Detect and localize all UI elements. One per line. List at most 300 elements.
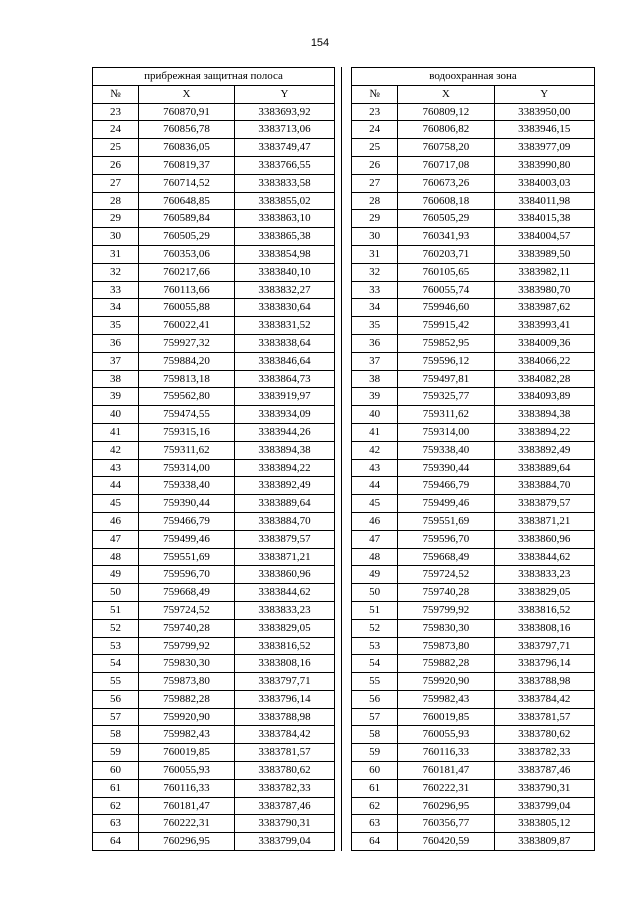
cell-x: 759311,62 bbox=[139, 441, 235, 459]
cell-y: 3383797,71 bbox=[235, 673, 335, 691]
cell-number: 32 bbox=[352, 263, 398, 281]
cell-y: 3383879,57 bbox=[235, 530, 335, 548]
cell-number: 31 bbox=[352, 245, 398, 263]
cell-number: 39 bbox=[352, 388, 398, 406]
cell-x: 760181,47 bbox=[139, 797, 235, 815]
cell-number: 62 bbox=[352, 797, 398, 815]
cell-y: 3383829,05 bbox=[494, 584, 594, 602]
cell-y: 3383788,98 bbox=[494, 673, 594, 691]
cell-x: 759325,77 bbox=[398, 388, 494, 406]
cell-number: 53 bbox=[352, 637, 398, 655]
cell-number: 41 bbox=[93, 423, 139, 441]
cell-number: 28 bbox=[352, 192, 398, 210]
cell-number: 59 bbox=[352, 744, 398, 762]
cell-y: 3383787,46 bbox=[494, 762, 594, 780]
table-row bbox=[93, 459, 335, 477]
table-row bbox=[352, 334, 595, 352]
cell-x: 760714,52 bbox=[139, 174, 235, 192]
cell-x: 760055,93 bbox=[398, 726, 494, 744]
table-row bbox=[352, 779, 595, 797]
table-row bbox=[93, 317, 335, 335]
table-row bbox=[352, 281, 595, 299]
cell-number: 45 bbox=[93, 495, 139, 513]
cell-y: 3383879,57 bbox=[494, 495, 594, 513]
cell-y: 3383816,52 bbox=[235, 637, 335, 655]
cell-y: 3383832,27 bbox=[235, 281, 335, 299]
cell-y: 3383799,04 bbox=[494, 797, 594, 815]
cell-x: 759915,42 bbox=[398, 317, 494, 335]
table-row bbox=[352, 459, 595, 477]
table-row bbox=[352, 637, 595, 655]
cell-x: 760113,66 bbox=[139, 281, 235, 299]
cell-y: 3383780,62 bbox=[494, 726, 594, 744]
table-row bbox=[93, 441, 335, 459]
cell-number: 45 bbox=[352, 495, 398, 513]
cell-x: 759882,28 bbox=[139, 690, 235, 708]
cell-y: 3383830,64 bbox=[235, 299, 335, 317]
table-row bbox=[352, 228, 595, 246]
cell-x: 759830,30 bbox=[398, 619, 494, 637]
cell-x: 760296,95 bbox=[139, 833, 235, 851]
cell-number: 30 bbox=[352, 228, 398, 246]
cell-y: 3383782,33 bbox=[494, 744, 594, 762]
cell-y: 3383781,57 bbox=[494, 708, 594, 726]
cell-y: 3383894,22 bbox=[494, 423, 594, 441]
table-row bbox=[352, 619, 595, 637]
cell-number: 58 bbox=[93, 726, 139, 744]
cell-x: 759882,28 bbox=[398, 655, 494, 673]
cell-y: 3383799,04 bbox=[235, 833, 335, 851]
cell-x: 760505,29 bbox=[139, 228, 235, 246]
cell-y: 3383993,41 bbox=[494, 317, 594, 335]
cell-x: 760055,93 bbox=[139, 762, 235, 780]
table-row bbox=[93, 121, 335, 139]
cell-y: 3383713,06 bbox=[235, 121, 335, 139]
cell-x: 760341,93 bbox=[398, 228, 494, 246]
cell-x: 759799,92 bbox=[398, 601, 494, 619]
cell-number: 55 bbox=[352, 673, 398, 691]
cell-number: 28 bbox=[93, 192, 139, 210]
cell-number: 61 bbox=[352, 779, 398, 797]
cell-x: 759474,55 bbox=[139, 406, 235, 424]
cell-x: 759740,28 bbox=[398, 584, 494, 602]
cell-number: 50 bbox=[352, 584, 398, 602]
cell-x: 760222,31 bbox=[398, 779, 494, 797]
cell-number: 51 bbox=[93, 601, 139, 619]
cell-number: 57 bbox=[352, 708, 398, 726]
cell-number: 56 bbox=[352, 690, 398, 708]
column-header-x: X bbox=[139, 85, 235, 103]
cell-number: 27 bbox=[352, 174, 398, 192]
table-row bbox=[352, 566, 595, 584]
cell-y: 3383860,96 bbox=[494, 530, 594, 548]
cell-y: 3383844,62 bbox=[494, 548, 594, 566]
cell-number: 36 bbox=[352, 334, 398, 352]
cell-number: 33 bbox=[352, 281, 398, 299]
cell-y: 3383809,87 bbox=[494, 833, 594, 851]
cell-x: 760648,85 bbox=[139, 192, 235, 210]
table-row bbox=[93, 281, 335, 299]
cell-x: 760856,78 bbox=[139, 121, 235, 139]
cell-number: 48 bbox=[352, 548, 398, 566]
cell-y: 3383808,16 bbox=[235, 655, 335, 673]
cell-y: 3383790,31 bbox=[235, 815, 335, 833]
cell-x: 760022,41 bbox=[139, 317, 235, 335]
cell-x: 759813,18 bbox=[139, 370, 235, 388]
cell-x: 759920,90 bbox=[139, 708, 235, 726]
table-row bbox=[352, 317, 595, 335]
cell-y: 3383784,42 bbox=[494, 690, 594, 708]
table-row bbox=[93, 512, 335, 530]
cell-number: 39 bbox=[93, 388, 139, 406]
cell-number: 25 bbox=[93, 139, 139, 157]
table-row bbox=[93, 833, 335, 851]
cell-y: 3383977,09 bbox=[494, 139, 594, 157]
table-row bbox=[93, 139, 335, 157]
table-row bbox=[352, 299, 595, 317]
table-row bbox=[93, 370, 335, 388]
cell-y: 3383871,21 bbox=[494, 512, 594, 530]
cell-number: 36 bbox=[93, 334, 139, 352]
cell-y: 3383805,12 bbox=[494, 815, 594, 833]
cell-number: 49 bbox=[352, 566, 398, 584]
table-row bbox=[93, 334, 335, 352]
cell-y: 3383894,38 bbox=[235, 441, 335, 459]
cell-y: 3383854,98 bbox=[235, 245, 335, 263]
cell-number: 40 bbox=[352, 406, 398, 424]
table-row bbox=[93, 406, 335, 424]
table-row bbox=[352, 388, 595, 406]
cell-y: 3383796,14 bbox=[235, 690, 335, 708]
cell-y: 3383788,98 bbox=[235, 708, 335, 726]
cell-number: 35 bbox=[352, 317, 398, 335]
table-row bbox=[93, 779, 335, 797]
cell-y: 3384093,89 bbox=[494, 388, 594, 406]
table-row bbox=[93, 210, 335, 228]
table-row bbox=[352, 370, 595, 388]
cell-number: 64 bbox=[93, 833, 139, 851]
cell-y: 3383749,47 bbox=[235, 139, 335, 157]
cell-number: 33 bbox=[93, 281, 139, 299]
cell-x: 759466,79 bbox=[398, 477, 494, 495]
table-row bbox=[93, 388, 335, 406]
cell-x: 760055,74 bbox=[398, 281, 494, 299]
cell-y: 3383884,70 bbox=[494, 477, 594, 495]
cell-number: 48 bbox=[93, 548, 139, 566]
table-row bbox=[352, 655, 595, 673]
cell-y: 3383782,33 bbox=[235, 779, 335, 797]
table-row bbox=[352, 423, 595, 441]
cell-y: 3383894,22 bbox=[235, 459, 335, 477]
cell-x: 760222,31 bbox=[139, 815, 235, 833]
table-row bbox=[93, 228, 335, 246]
cell-y: 3383864,73 bbox=[235, 370, 335, 388]
cell-y: 3383987,62 bbox=[494, 299, 594, 317]
table-row bbox=[352, 673, 595, 691]
table-row bbox=[93, 762, 335, 780]
cell-x: 759884,20 bbox=[139, 352, 235, 370]
cell-x: 759499,46 bbox=[398, 495, 494, 513]
cell-y: 3383781,57 bbox=[235, 744, 335, 762]
cell-number: 32 bbox=[93, 263, 139, 281]
cell-x: 760217,66 bbox=[139, 263, 235, 281]
cell-number: 37 bbox=[352, 352, 398, 370]
cell-y: 3383846,64 bbox=[235, 352, 335, 370]
table-row bbox=[93, 690, 335, 708]
cell-x: 760806,82 bbox=[398, 121, 494, 139]
table-row bbox=[93, 673, 335, 691]
cell-number: 52 bbox=[352, 619, 398, 637]
cell-number: 38 bbox=[352, 370, 398, 388]
cell-x: 760819,37 bbox=[139, 156, 235, 174]
cell-y: 3384082,28 bbox=[494, 370, 594, 388]
cell-number: 31 bbox=[93, 245, 139, 263]
cell-x: 759551,69 bbox=[398, 512, 494, 530]
table-row bbox=[93, 601, 335, 619]
cell-y: 3383784,42 bbox=[235, 726, 335, 744]
cell-x: 759830,30 bbox=[139, 655, 235, 673]
cell-number: 40 bbox=[93, 406, 139, 424]
table-row bbox=[352, 245, 595, 263]
cell-number: 26 bbox=[93, 156, 139, 174]
cell-y: 3384003,03 bbox=[494, 174, 594, 192]
cell-number: 61 bbox=[93, 779, 139, 797]
cell-number: 59 bbox=[93, 744, 139, 762]
table-row bbox=[93, 477, 335, 495]
cell-number: 30 bbox=[93, 228, 139, 246]
cell-number: 42 bbox=[93, 441, 139, 459]
cell-x: 759315,16 bbox=[139, 423, 235, 441]
column-header-number: № bbox=[93, 85, 139, 103]
cell-y: 3383884,70 bbox=[235, 512, 335, 530]
cell-x: 760019,85 bbox=[139, 744, 235, 762]
cell-number: 55 bbox=[93, 673, 139, 691]
table-row bbox=[352, 512, 595, 530]
cell-y: 3383980,70 bbox=[494, 281, 594, 299]
table-row bbox=[352, 601, 595, 619]
cell-y: 3383833,58 bbox=[235, 174, 335, 192]
cell-y: 3383950,00 bbox=[494, 103, 594, 121]
cell-number: 37 bbox=[93, 352, 139, 370]
cell-number: 53 bbox=[93, 637, 139, 655]
cell-y: 3383693,92 bbox=[235, 103, 335, 121]
cell-x: 759338,40 bbox=[398, 441, 494, 459]
table-title: водоохранная зона bbox=[352, 68, 595, 86]
cell-number: 47 bbox=[93, 530, 139, 548]
cell-number: 63 bbox=[93, 815, 139, 833]
cell-y: 3384004,57 bbox=[494, 228, 594, 246]
table-row bbox=[93, 530, 335, 548]
cell-x: 760870,91 bbox=[139, 103, 235, 121]
table-row bbox=[93, 815, 335, 833]
cell-x: 760353,06 bbox=[139, 245, 235, 263]
table-row bbox=[93, 584, 335, 602]
cell-y: 3383944,26 bbox=[235, 423, 335, 441]
cell-number: 38 bbox=[93, 370, 139, 388]
cell-y: 3383982,11 bbox=[494, 263, 594, 281]
cell-x: 760105,65 bbox=[398, 263, 494, 281]
table-row bbox=[93, 103, 335, 121]
table-row bbox=[93, 566, 335, 584]
cell-x: 759314,00 bbox=[398, 423, 494, 441]
cell-number: 27 bbox=[93, 174, 139, 192]
table-row bbox=[93, 423, 335, 441]
cell-number: 24 bbox=[93, 121, 139, 139]
cell-x: 760758,20 bbox=[398, 139, 494, 157]
cell-y: 3383833,23 bbox=[235, 601, 335, 619]
cell-x: 759740,28 bbox=[139, 619, 235, 637]
cell-y: 3383946,15 bbox=[494, 121, 594, 139]
cell-y: 3383934,09 bbox=[235, 406, 335, 424]
cell-x: 760717,08 bbox=[398, 156, 494, 174]
table-row bbox=[352, 530, 595, 548]
table-row bbox=[352, 139, 595, 157]
cell-x: 759311,62 bbox=[398, 406, 494, 424]
cell-x: 759390,44 bbox=[139, 495, 235, 513]
cell-number: 24 bbox=[352, 121, 398, 139]
column-header-y: Y bbox=[235, 85, 335, 103]
cell-y: 3383833,23 bbox=[494, 566, 594, 584]
table-row bbox=[93, 192, 335, 210]
table-row bbox=[352, 815, 595, 833]
table-row bbox=[93, 174, 335, 192]
table-row bbox=[352, 690, 595, 708]
cell-x: 759799,92 bbox=[139, 637, 235, 655]
cell-number: 51 bbox=[352, 601, 398, 619]
cell-x: 759668,49 bbox=[139, 584, 235, 602]
table-row bbox=[93, 797, 335, 815]
table-row bbox=[352, 174, 595, 192]
cell-number: 41 bbox=[352, 423, 398, 441]
cell-number: 42 bbox=[352, 441, 398, 459]
cell-number: 54 bbox=[352, 655, 398, 673]
cell-y: 3383871,21 bbox=[235, 548, 335, 566]
cell-x: 759920,90 bbox=[398, 673, 494, 691]
cell-number: 29 bbox=[93, 210, 139, 228]
table-row bbox=[352, 121, 595, 139]
cell-number: 47 bbox=[352, 530, 398, 548]
table-row bbox=[93, 637, 335, 655]
cell-number: 64 bbox=[352, 833, 398, 851]
table-title: прибрежная защитная полоса bbox=[93, 68, 335, 86]
cell-number: 54 bbox=[93, 655, 139, 673]
cell-y: 3383816,52 bbox=[494, 601, 594, 619]
cell-x: 760203,71 bbox=[398, 245, 494, 263]
cell-x: 759466,79 bbox=[139, 512, 235, 530]
table-row bbox=[93, 352, 335, 370]
table-row bbox=[352, 263, 595, 281]
cell-y: 3383787,46 bbox=[235, 797, 335, 815]
table-row bbox=[352, 192, 595, 210]
table-row bbox=[93, 495, 335, 513]
cell-x: 759338,40 bbox=[139, 477, 235, 495]
table-row bbox=[352, 406, 595, 424]
cell-x: 759596,70 bbox=[398, 530, 494, 548]
cell-x: 759390,44 bbox=[398, 459, 494, 477]
table-row bbox=[352, 210, 595, 228]
cell-x: 760019,85 bbox=[398, 708, 494, 726]
cell-number: 43 bbox=[352, 459, 398, 477]
cell-y: 3383865,38 bbox=[235, 228, 335, 246]
cell-x: 760356,77 bbox=[398, 815, 494, 833]
cell-number: 49 bbox=[93, 566, 139, 584]
cell-y: 3383790,31 bbox=[494, 779, 594, 797]
cell-number: 44 bbox=[93, 477, 139, 495]
table-row bbox=[93, 726, 335, 744]
cell-number: 52 bbox=[93, 619, 139, 637]
table-row bbox=[93, 245, 335, 263]
cell-y: 3384011,98 bbox=[494, 192, 594, 210]
cell-y: 3383796,14 bbox=[494, 655, 594, 673]
cell-y: 3383892,49 bbox=[494, 441, 594, 459]
cell-x: 760420,59 bbox=[398, 833, 494, 851]
table-row bbox=[93, 708, 335, 726]
cell-y: 3383844,62 bbox=[235, 584, 335, 602]
cell-number: 60 bbox=[93, 762, 139, 780]
cell-x: 759668,49 bbox=[398, 548, 494, 566]
column-header-x: X bbox=[398, 85, 494, 103]
cell-number: 25 bbox=[352, 139, 398, 157]
cell-y: 3383840,10 bbox=[235, 263, 335, 281]
table-row bbox=[352, 797, 595, 815]
cell-number: 26 bbox=[352, 156, 398, 174]
cell-x: 759562,80 bbox=[139, 388, 235, 406]
cell-y: 3384009,36 bbox=[494, 334, 594, 352]
table-row bbox=[93, 619, 335, 637]
cell-x: 759724,52 bbox=[398, 566, 494, 584]
cell-x: 760296,95 bbox=[398, 797, 494, 815]
table-row bbox=[352, 833, 595, 851]
table-row bbox=[93, 156, 335, 174]
cell-number: 62 bbox=[93, 797, 139, 815]
cell-number: 60 bbox=[352, 762, 398, 780]
cell-y: 3384066,22 bbox=[494, 352, 594, 370]
cell-number: 56 bbox=[93, 690, 139, 708]
cell-y: 3383838,64 bbox=[235, 334, 335, 352]
cell-x: 759497,81 bbox=[398, 370, 494, 388]
cell-y: 3383797,71 bbox=[494, 637, 594, 655]
cell-number: 29 bbox=[352, 210, 398, 228]
cell-number: 46 bbox=[93, 512, 139, 530]
table-row bbox=[352, 495, 595, 513]
table-row bbox=[352, 726, 595, 744]
cell-y: 3384015,38 bbox=[494, 210, 594, 228]
cell-x: 759314,00 bbox=[139, 459, 235, 477]
cell-y: 3383892,49 bbox=[235, 477, 335, 495]
cell-number: 23 bbox=[352, 103, 398, 121]
cell-x: 760181,47 bbox=[398, 762, 494, 780]
water-protection-zone-table bbox=[351, 67, 595, 851]
cell-number: 34 bbox=[352, 299, 398, 317]
cell-x: 760116,33 bbox=[139, 779, 235, 797]
cell-y: 3383989,50 bbox=[494, 245, 594, 263]
cell-number: 23 bbox=[93, 103, 139, 121]
table-row bbox=[352, 744, 595, 762]
cell-number: 34 bbox=[93, 299, 139, 317]
cell-y: 3383894,38 bbox=[494, 406, 594, 424]
cell-y: 3383829,05 bbox=[235, 619, 335, 637]
table-row bbox=[352, 762, 595, 780]
cell-y: 3383780,62 bbox=[235, 762, 335, 780]
table-row bbox=[93, 548, 335, 566]
cell-x: 760589,84 bbox=[139, 210, 235, 228]
cell-x: 760116,33 bbox=[398, 744, 494, 762]
table-row bbox=[352, 103, 595, 121]
cell-x: 760809,12 bbox=[398, 103, 494, 121]
cell-y: 3383831,52 bbox=[235, 317, 335, 335]
table-gap bbox=[341, 67, 343, 851]
cell-x: 759596,12 bbox=[398, 352, 494, 370]
